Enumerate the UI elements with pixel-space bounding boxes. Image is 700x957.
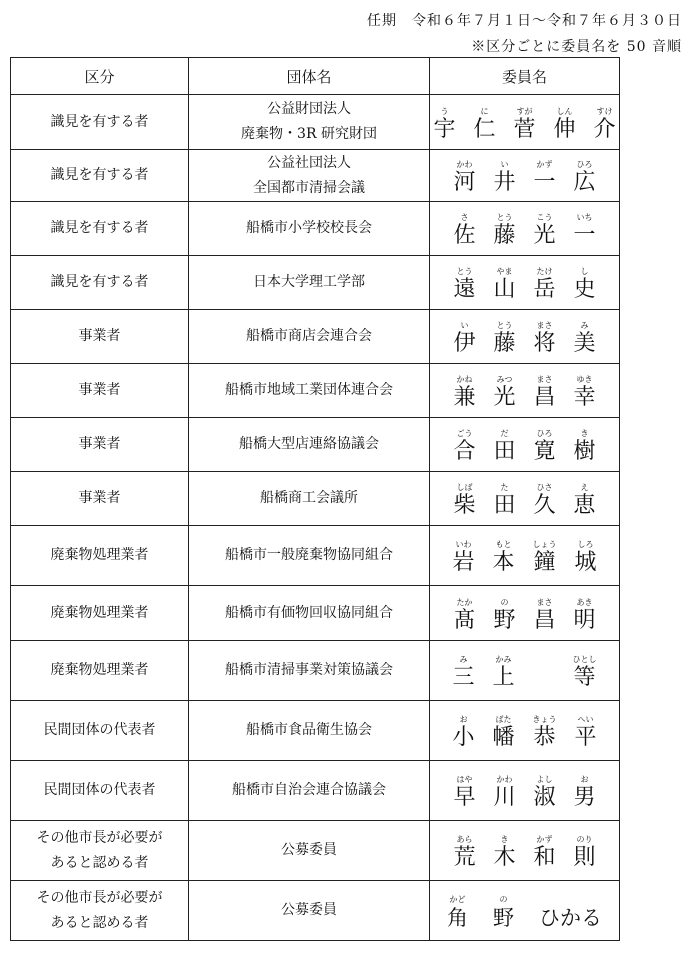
name-kanji: 兼	[453, 385, 476, 410]
name-character	[554, 107, 576, 143]
furigana: ひさ	[536, 483, 553, 492]
table-row	[11, 641, 620, 701]
name-character	[493, 483, 515, 519]
name-character	[534, 267, 556, 303]
furigana: いち	[576, 213, 593, 222]
organization-line: 船橋市地域工業団体連合会	[225, 382, 393, 398]
name-character	[574, 375, 596, 411]
name-kanji: 川	[493, 785, 516, 810]
name-kanji: 光	[533, 223, 556, 248]
name-character	[574, 429, 596, 465]
category-line: その他市長が必要が	[36, 889, 163, 906]
furigana: の	[500, 597, 509, 607]
category-line: 民間団体の代表者	[43, 782, 156, 798]
name-kanji: 早	[453, 785, 476, 810]
term-period: 任期 令和６年７月１日～令和７年６月３０日	[367, 13, 682, 29]
furigana: え	[580, 483, 589, 492]
furigana: み	[580, 321, 589, 330]
furigana: いわ	[455, 540, 472, 549]
name-kanji: 髙	[453, 607, 476, 633]
organization-line: 公募委員	[281, 842, 337, 858]
member-name	[453, 483, 595, 519]
name-kanji: 宇	[433, 116, 456, 142]
name-character	[447, 895, 468, 931]
organization-line: 船橋市有価物回収協同組合	[225, 604, 393, 621]
furigana: お	[459, 715, 468, 724]
name-character	[492, 715, 514, 751]
name-character	[534, 213, 556, 249]
name-kanji: 淑	[533, 785, 556, 810]
name-character	[453, 321, 475, 357]
furigana: ひとし	[572, 655, 597, 664]
furigana: しょう	[532, 540, 557, 549]
name-character	[573, 655, 597, 691]
name-kanji: 上	[492, 665, 515, 690]
name-character	[539, 895, 602, 931]
furigana: ひろ	[576, 160, 593, 169]
name-kanji: 遠	[453, 277, 476, 302]
organization-cell	[189, 821, 430, 881]
category-cell	[11, 364, 189, 418]
furigana: い	[500, 160, 509, 169]
table-row	[11, 701, 620, 761]
name-character	[574, 483, 596, 519]
furigana: すけ	[596, 106, 613, 116]
furigana: ばた	[495, 715, 512, 724]
name-kanji: 佐	[453, 223, 476, 248]
member-name-cell	[430, 701, 620, 761]
organization-line: 船橋市一般廃棄物協同組合	[225, 547, 393, 563]
name-kanji	[516, 905, 537, 931]
furigana: しろ	[577, 540, 594, 549]
name-character	[534, 375, 556, 411]
furigana: う	[440, 106, 449, 116]
category-cell	[11, 881, 189, 941]
name-kanji: 藤	[493, 223, 516, 248]
furigana: すが	[516, 106, 533, 116]
member-name-cell	[430, 641, 620, 701]
furigana: みつ	[496, 375, 513, 384]
furigana: ごう	[456, 429, 473, 438]
name-kanji: 野	[493, 906, 514, 930]
name-kanji: 樹	[573, 439, 596, 464]
name-kanji: 田	[493, 493, 516, 518]
name-character	[574, 835, 596, 871]
table-row	[11, 364, 620, 418]
name-kanji: 美	[573, 331, 596, 356]
name-kanji: 角	[447, 906, 468, 930]
name-character	[493, 375, 515, 411]
table-row	[11, 526, 620, 586]
name-character	[574, 160, 596, 196]
name-kanji: ひかる	[539, 906, 602, 930]
category-cell	[11, 586, 189, 641]
name-character	[470, 895, 491, 931]
organization-line: 公募委員	[281, 902, 337, 918]
member-name	[452, 715, 596, 751]
category-cell	[11, 202, 189, 256]
category-cell	[11, 641, 189, 701]
organization-line: 船橋市商店会連合会	[246, 328, 372, 344]
member-name-cell	[430, 364, 620, 418]
furigana: さ	[460, 213, 469, 222]
name-character	[574, 213, 596, 249]
table-row	[11, 418, 620, 472]
furigana: もと	[495, 540, 512, 549]
organization-line: 船橋市自治会連合協議会	[232, 782, 386, 798]
member-name	[452, 540, 596, 576]
furigana: きょう	[532, 715, 557, 724]
name-character	[452, 655, 474, 691]
member-name-cell	[430, 418, 620, 472]
name-character	[534, 775, 556, 811]
member-name	[453, 775, 595, 811]
name-character	[493, 213, 515, 249]
member-name-cell	[430, 256, 620, 310]
organization-cell	[189, 310, 430, 364]
organization-cell	[189, 526, 430, 586]
name-character	[533, 540, 557, 576]
name-kanji: 恭	[533, 725, 556, 750]
name-kanji: 河	[453, 170, 476, 195]
furigana: かね	[456, 375, 473, 384]
category-cell	[11, 526, 189, 586]
name-kanji: 久	[533, 493, 556, 518]
name-character	[493, 429, 515, 465]
name-character	[453, 375, 475, 411]
furigana: お	[580, 775, 589, 784]
name-kanji: 一	[573, 223, 596, 248]
organization-cell	[189, 701, 430, 761]
name-kanji: 昌	[533, 385, 556, 410]
member-name-cell	[430, 150, 620, 202]
name-character	[574, 598, 596, 634]
name-kanji: 井	[493, 170, 516, 195]
furigana: しば	[456, 483, 473, 492]
name-character	[533, 715, 557, 751]
organization-line: 全国都市清掃会議	[253, 179, 365, 196]
category-line: 識見を有する者	[50, 274, 149, 290]
name-kanji: 野	[493, 607, 516, 633]
column-header-category: 区分	[11, 58, 189, 95]
organization-cell	[189, 641, 430, 701]
name-character	[493, 895, 514, 931]
organization-cell	[189, 202, 430, 256]
category-cell	[11, 472, 189, 526]
table-row	[11, 310, 620, 364]
category-line: 識見を有する者	[50, 220, 149, 236]
name-kanji: 伊	[453, 331, 476, 356]
organization-cell	[189, 761, 430, 821]
organization-cell	[189, 95, 430, 150]
name-character	[453, 213, 475, 249]
furigana: たか	[456, 597, 473, 607]
name-kanji: 幡	[492, 725, 515, 750]
organization-cell	[189, 150, 430, 202]
table-row	[11, 821, 620, 881]
member-name	[447, 895, 602, 931]
name-kanji: 平	[574, 725, 597, 750]
name-kanji: 幸	[573, 385, 596, 410]
member-name	[453, 429, 595, 465]
furigana: だ	[500, 429, 509, 438]
ordering-note: ※区分ごとに委員名を 50 音順	[471, 39, 682, 55]
name-character	[493, 321, 515, 357]
table-row	[11, 256, 620, 310]
furigana: まさ	[536, 597, 553, 607]
name-character	[574, 775, 596, 811]
committee-member-table	[10, 57, 620, 941]
category-line: あると認める者	[50, 854, 149, 871]
name-character	[534, 835, 556, 871]
name-kanji: 一	[533, 170, 556, 195]
name-character	[594, 107, 616, 143]
furigana: あき	[576, 597, 593, 607]
organization-line: 廃棄物・3R 研究財団	[241, 126, 377, 142]
furigana: い	[460, 321, 469, 330]
name-character	[534, 483, 556, 519]
category-cell	[11, 418, 189, 472]
furigana: たけ	[536, 267, 553, 276]
name-character	[516, 895, 537, 931]
name-character	[534, 598, 556, 634]
name-character	[433, 107, 455, 143]
furigana: ゆき	[576, 375, 593, 384]
furigana: とう	[496, 213, 513, 222]
organization-line: 日本大学理工学部	[253, 274, 365, 290]
name-kanji: 介	[593, 116, 616, 142]
name-kanji: 史	[573, 277, 596, 302]
name-kanji: 山	[493, 277, 516, 302]
furigana: かみ	[495, 655, 512, 664]
table-row	[11, 586, 620, 641]
column-header-organization: 団体名	[189, 58, 430, 95]
category-line: 事業者	[78, 436, 121, 452]
name-kanji: 柴	[453, 493, 476, 518]
organization-line: 船橋市清掃事業対策協議会	[225, 662, 393, 678]
name-character	[574, 321, 596, 357]
furigana: ひろ	[536, 429, 553, 438]
furigana: へい	[577, 715, 594, 724]
furigana: しん	[556, 106, 573, 116]
furigana: き	[500, 835, 509, 844]
furigana: かど	[449, 895, 466, 904]
furigana: まさ	[536, 375, 553, 384]
name-kanji: 仁	[473, 116, 496, 142]
organization-line: 船橋商工会議所	[260, 490, 358, 506]
name-kanji	[533, 665, 555, 691]
furigana: やま	[496, 267, 513, 276]
member-name	[453, 213, 595, 249]
name-character	[492, 540, 514, 576]
name-character	[493, 598, 515, 634]
name-character	[493, 775, 515, 811]
member-name-cell	[430, 95, 620, 150]
name-kanji: 鐘	[533, 550, 556, 575]
name-kanji: 男	[573, 785, 596, 810]
member-name-cell	[430, 821, 620, 881]
name-kanji: 等	[573, 665, 596, 690]
member-name-cell	[430, 586, 620, 641]
name-character	[575, 715, 597, 751]
name-kanji: 城	[574, 550, 597, 575]
name-character	[493, 835, 515, 871]
member-name-cell	[430, 526, 620, 586]
furigana: かわ	[496, 775, 513, 784]
category-cell	[11, 95, 189, 150]
name-character	[453, 267, 475, 303]
organization-line: 公益財団法人	[267, 101, 351, 117]
name-character	[575, 540, 597, 576]
category-line: 識見を有する者	[50, 167, 149, 183]
category-line: 廃棄物処理業者	[50, 662, 149, 678]
name-kanji: 恵	[573, 493, 596, 518]
member-name	[453, 267, 595, 303]
name-character	[574, 267, 596, 303]
name-kanji: 小	[452, 725, 475, 750]
table-row	[11, 472, 620, 526]
table-header-row	[11, 58, 620, 95]
name-kanji: 木	[493, 845, 516, 870]
category-line: 廃棄物処理業者	[50, 547, 149, 563]
member-name	[433, 107, 615, 143]
name-kanji: 昌	[533, 607, 556, 633]
member-name-cell	[430, 761, 620, 821]
name-kanji: 荒	[453, 845, 476, 870]
furigana: のり	[576, 835, 593, 844]
category-cell	[11, 150, 189, 202]
category-cell	[11, 761, 189, 821]
name-kanji: 岳	[533, 277, 556, 302]
name-kanji	[470, 905, 491, 931]
name-kanji: 田	[493, 439, 516, 464]
furigana: に	[480, 106, 489, 116]
furigana: よし	[536, 775, 553, 784]
category-cell	[11, 701, 189, 761]
name-kanji: 岩	[452, 550, 475, 575]
name-kanji: 三	[452, 665, 475, 690]
organization-cell	[189, 256, 430, 310]
name-character	[452, 715, 474, 751]
member-name	[453, 835, 595, 871]
name-kanji: 藤	[493, 331, 516, 356]
name-character	[534, 429, 556, 465]
name-character	[452, 540, 474, 576]
name-character	[534, 160, 556, 196]
name-character	[534, 321, 556, 357]
name-character	[493, 267, 515, 303]
category-line: その他市長が必要が	[36, 829, 163, 846]
member-name-cell	[430, 472, 620, 526]
table-body	[11, 95, 620, 941]
organization-cell	[189, 472, 430, 526]
category-line: 事業者	[78, 328, 121, 344]
furigana: し	[580, 267, 589, 276]
table-row	[11, 761, 620, 821]
member-name-cell	[430, 881, 620, 941]
member-name	[452, 655, 596, 691]
category-line: 事業者	[78, 490, 121, 506]
category-cell	[11, 821, 189, 881]
organization-line: 公益社団法人	[267, 154, 351, 171]
category-line: 事業者	[78, 382, 121, 398]
furigana: はや	[456, 775, 473, 784]
furigana: み	[459, 655, 468, 664]
organization-line: 船橋市食品衛生協会	[246, 722, 372, 738]
organization-line: 船橋市小学校校長会	[246, 220, 372, 236]
member-name	[453, 160, 595, 196]
name-kanji: 和	[533, 845, 556, 870]
name-character	[493, 160, 515, 196]
name-kanji: 広	[573, 170, 596, 195]
name-character	[513, 107, 535, 143]
category-cell	[11, 256, 189, 310]
organization-cell	[189, 586, 430, 641]
name-character	[473, 107, 495, 143]
category-line: 民間団体の代表者	[43, 722, 156, 738]
name-character	[492, 655, 514, 691]
name-kanji: 明	[573, 607, 596, 633]
member-name-cell	[430, 310, 620, 364]
category-line: 廃棄物処理業者	[50, 604, 149, 621]
organization-cell	[189, 364, 430, 418]
member-name	[453, 375, 595, 411]
member-name	[453, 598, 595, 634]
furigana: かず	[536, 835, 553, 844]
name-character	[453, 429, 475, 465]
name-kanji: 伸	[553, 116, 576, 142]
name-kanji: 菅	[513, 116, 536, 142]
name-kanji: 則	[573, 845, 596, 870]
column-header-member-name: 委員名	[430, 58, 620, 95]
name-character	[453, 483, 475, 519]
organization-cell	[189, 418, 430, 472]
table-row	[11, 881, 620, 941]
furigana: とう	[496, 321, 513, 330]
name-character	[453, 775, 475, 811]
furigana: あら	[456, 835, 473, 844]
furigana: かず	[536, 160, 553, 169]
category-line: 識見を有する者	[50, 113, 149, 130]
table-row	[11, 150, 620, 202]
table-row	[11, 202, 620, 256]
name-character	[453, 160, 475, 196]
organization-cell	[189, 881, 430, 941]
name-kanji: 将	[533, 331, 556, 356]
category-cell	[11, 310, 189, 364]
name-kanji: 合	[453, 439, 476, 464]
name-character	[453, 598, 475, 634]
furigana: とう	[456, 267, 473, 276]
organization-line: 船橋大型店連絡協議会	[239, 436, 379, 452]
name-character	[533, 655, 555, 691]
name-character	[453, 835, 475, 871]
furigana: かわ	[456, 160, 473, 169]
furigana: まさ	[536, 321, 553, 330]
furigana: き	[580, 429, 589, 438]
furigana: の	[499, 895, 508, 904]
name-kanji: 寛	[533, 439, 556, 464]
name-kanji: 光	[493, 385, 516, 410]
furigana: こう	[536, 213, 553, 222]
member-name-cell	[430, 202, 620, 256]
table-row	[11, 95, 620, 150]
name-kanji: 本	[492, 550, 515, 575]
member-name	[453, 321, 595, 357]
category-line: あると認める者	[50, 914, 149, 931]
furigana: た	[500, 483, 509, 492]
